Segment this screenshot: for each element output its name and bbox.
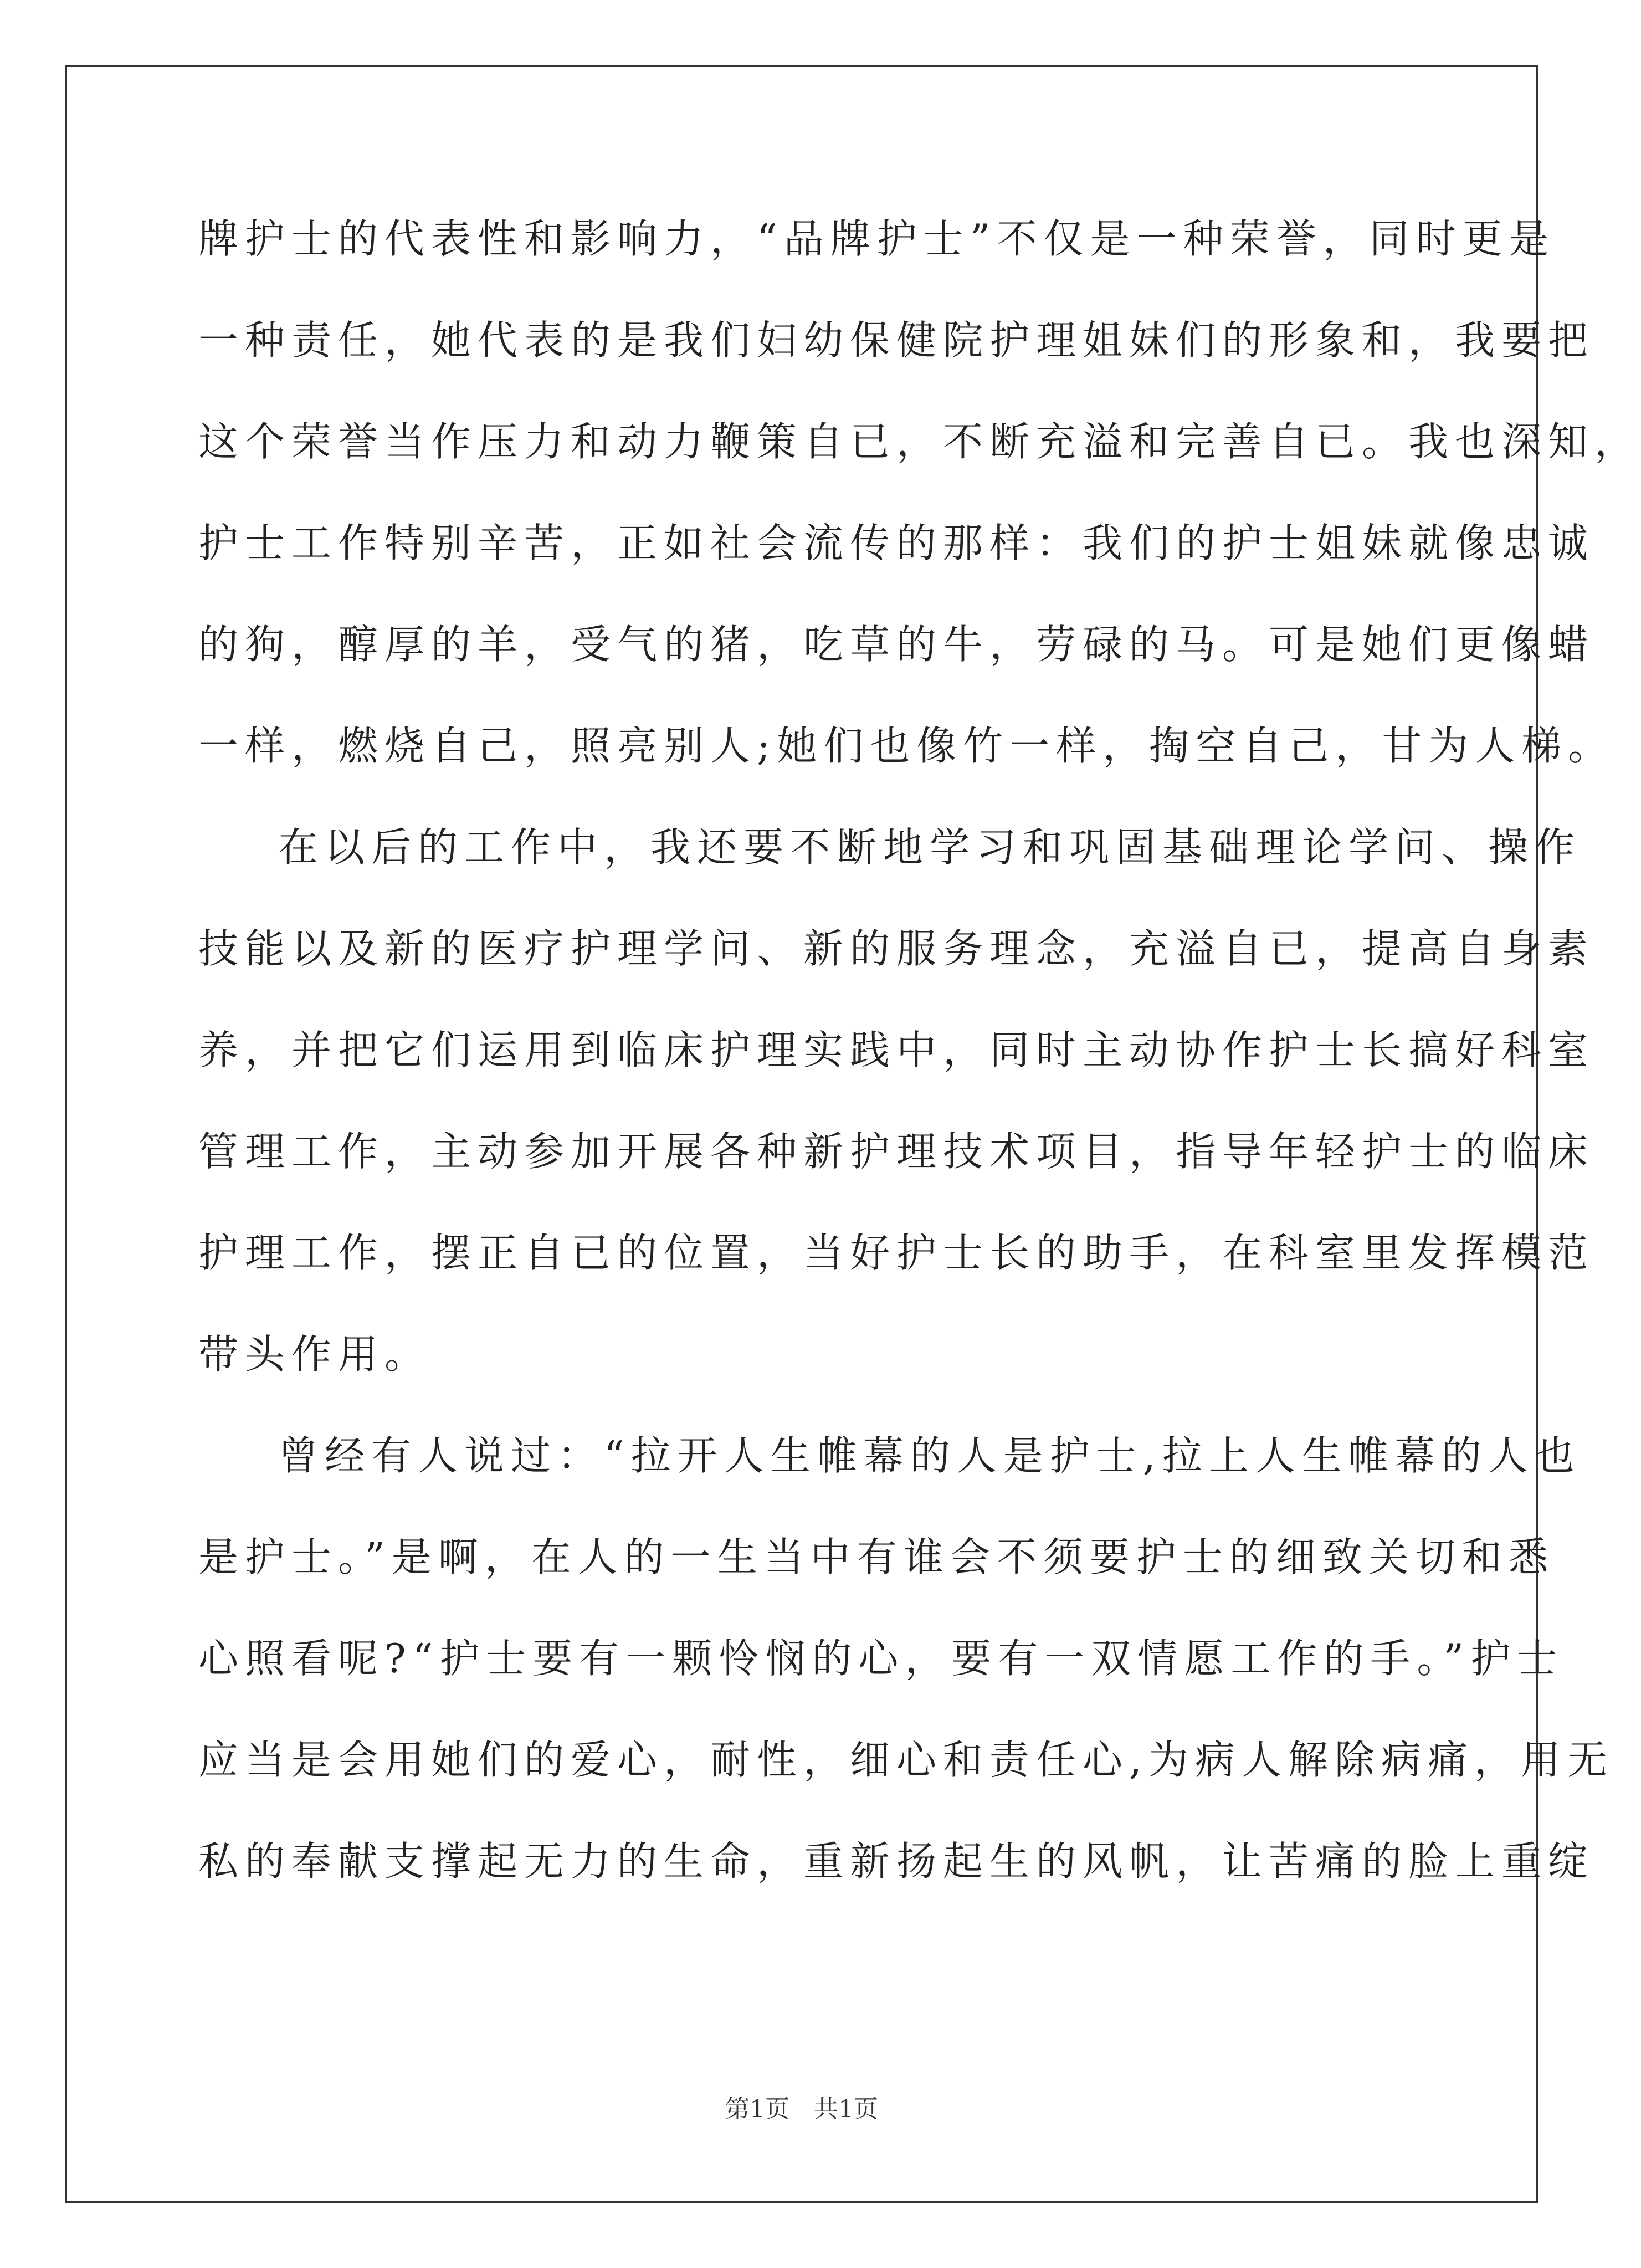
text-line: 这个荣誉当作压力和动力鞭策自已，不断充溢和完善自已。我也深知， <box>198 418 1641 465</box>
text-line: 技能以及新的医疗护理学问、新的服务理念，充溢自已，提高自身素 <box>198 925 1595 972</box>
text-line: 私的奉献支撑起无力的生命，重新扬起生的风帆，让苦痛的脸上重绽 <box>198 1838 1595 1885</box>
text-line: 养，并把它们运用到临床护理实践中，同时主动协作护士长搞好科室 <box>198 1027 1595 1073</box>
paragraph-start-line: 曾经有人说过：“拉开人生帷幕的人是护士,拉上人生帷幕的人也 <box>278 1432 1581 1479</box>
text-line: 护士工作特别辛苦，正如社会流传的那样：我们的护士姐妹就像忠诚 <box>198 520 1595 566</box>
text-line: 是护士。”是啊，在人的一生当中有谁会不须要护士的细致关切和悉 <box>198 1534 1555 1580</box>
text-line: 应当是会用她们的爱心，耐性，细心和责任心,为病人解除病痛，用无 <box>198 1737 1614 1783</box>
document-body <box>198 188 1641 1912</box>
page-footer: 第1页 共1页 <box>725 2095 878 2123</box>
paragraph-start-line: 在以后的工作中，我还要不断地学习和巩固基础理论学问、操作 <box>278 824 1582 871</box>
text-line: 心照看呢?“护士要有一颗怜悯的心，要有一双情愿工作的手。”护士 <box>198 1635 1564 1682</box>
text-line: 带头作用。 <box>198 1331 432 1378</box>
text-line: 牌护士的代表性和影响力，“品牌护士”不仅是一种荣誉，同时更是 <box>198 216 1556 262</box>
text-line: 护理工作，摆正自已的位置，当好护士长的助手，在科室里发挥模范 <box>198 1230 1595 1276</box>
text-line: 管理工作，主动参加开展各种新护理技术项目，指导年轻护士的临床 <box>198 1128 1595 1175</box>
text-line: 一种责任，她代表的是我们妇幼保健院护理姐妹们的形象和，我要把 <box>198 317 1595 364</box>
text-line: 一样，燃烧自己，照亮别人;她们也像竹一样，掏空自己，甘为人梯。 <box>198 723 1615 769</box>
text-line: 的狗，醇厚的羊，受气的猪，吃草的牛，劳碌的马。可是她们更像蜡 <box>198 621 1595 668</box>
